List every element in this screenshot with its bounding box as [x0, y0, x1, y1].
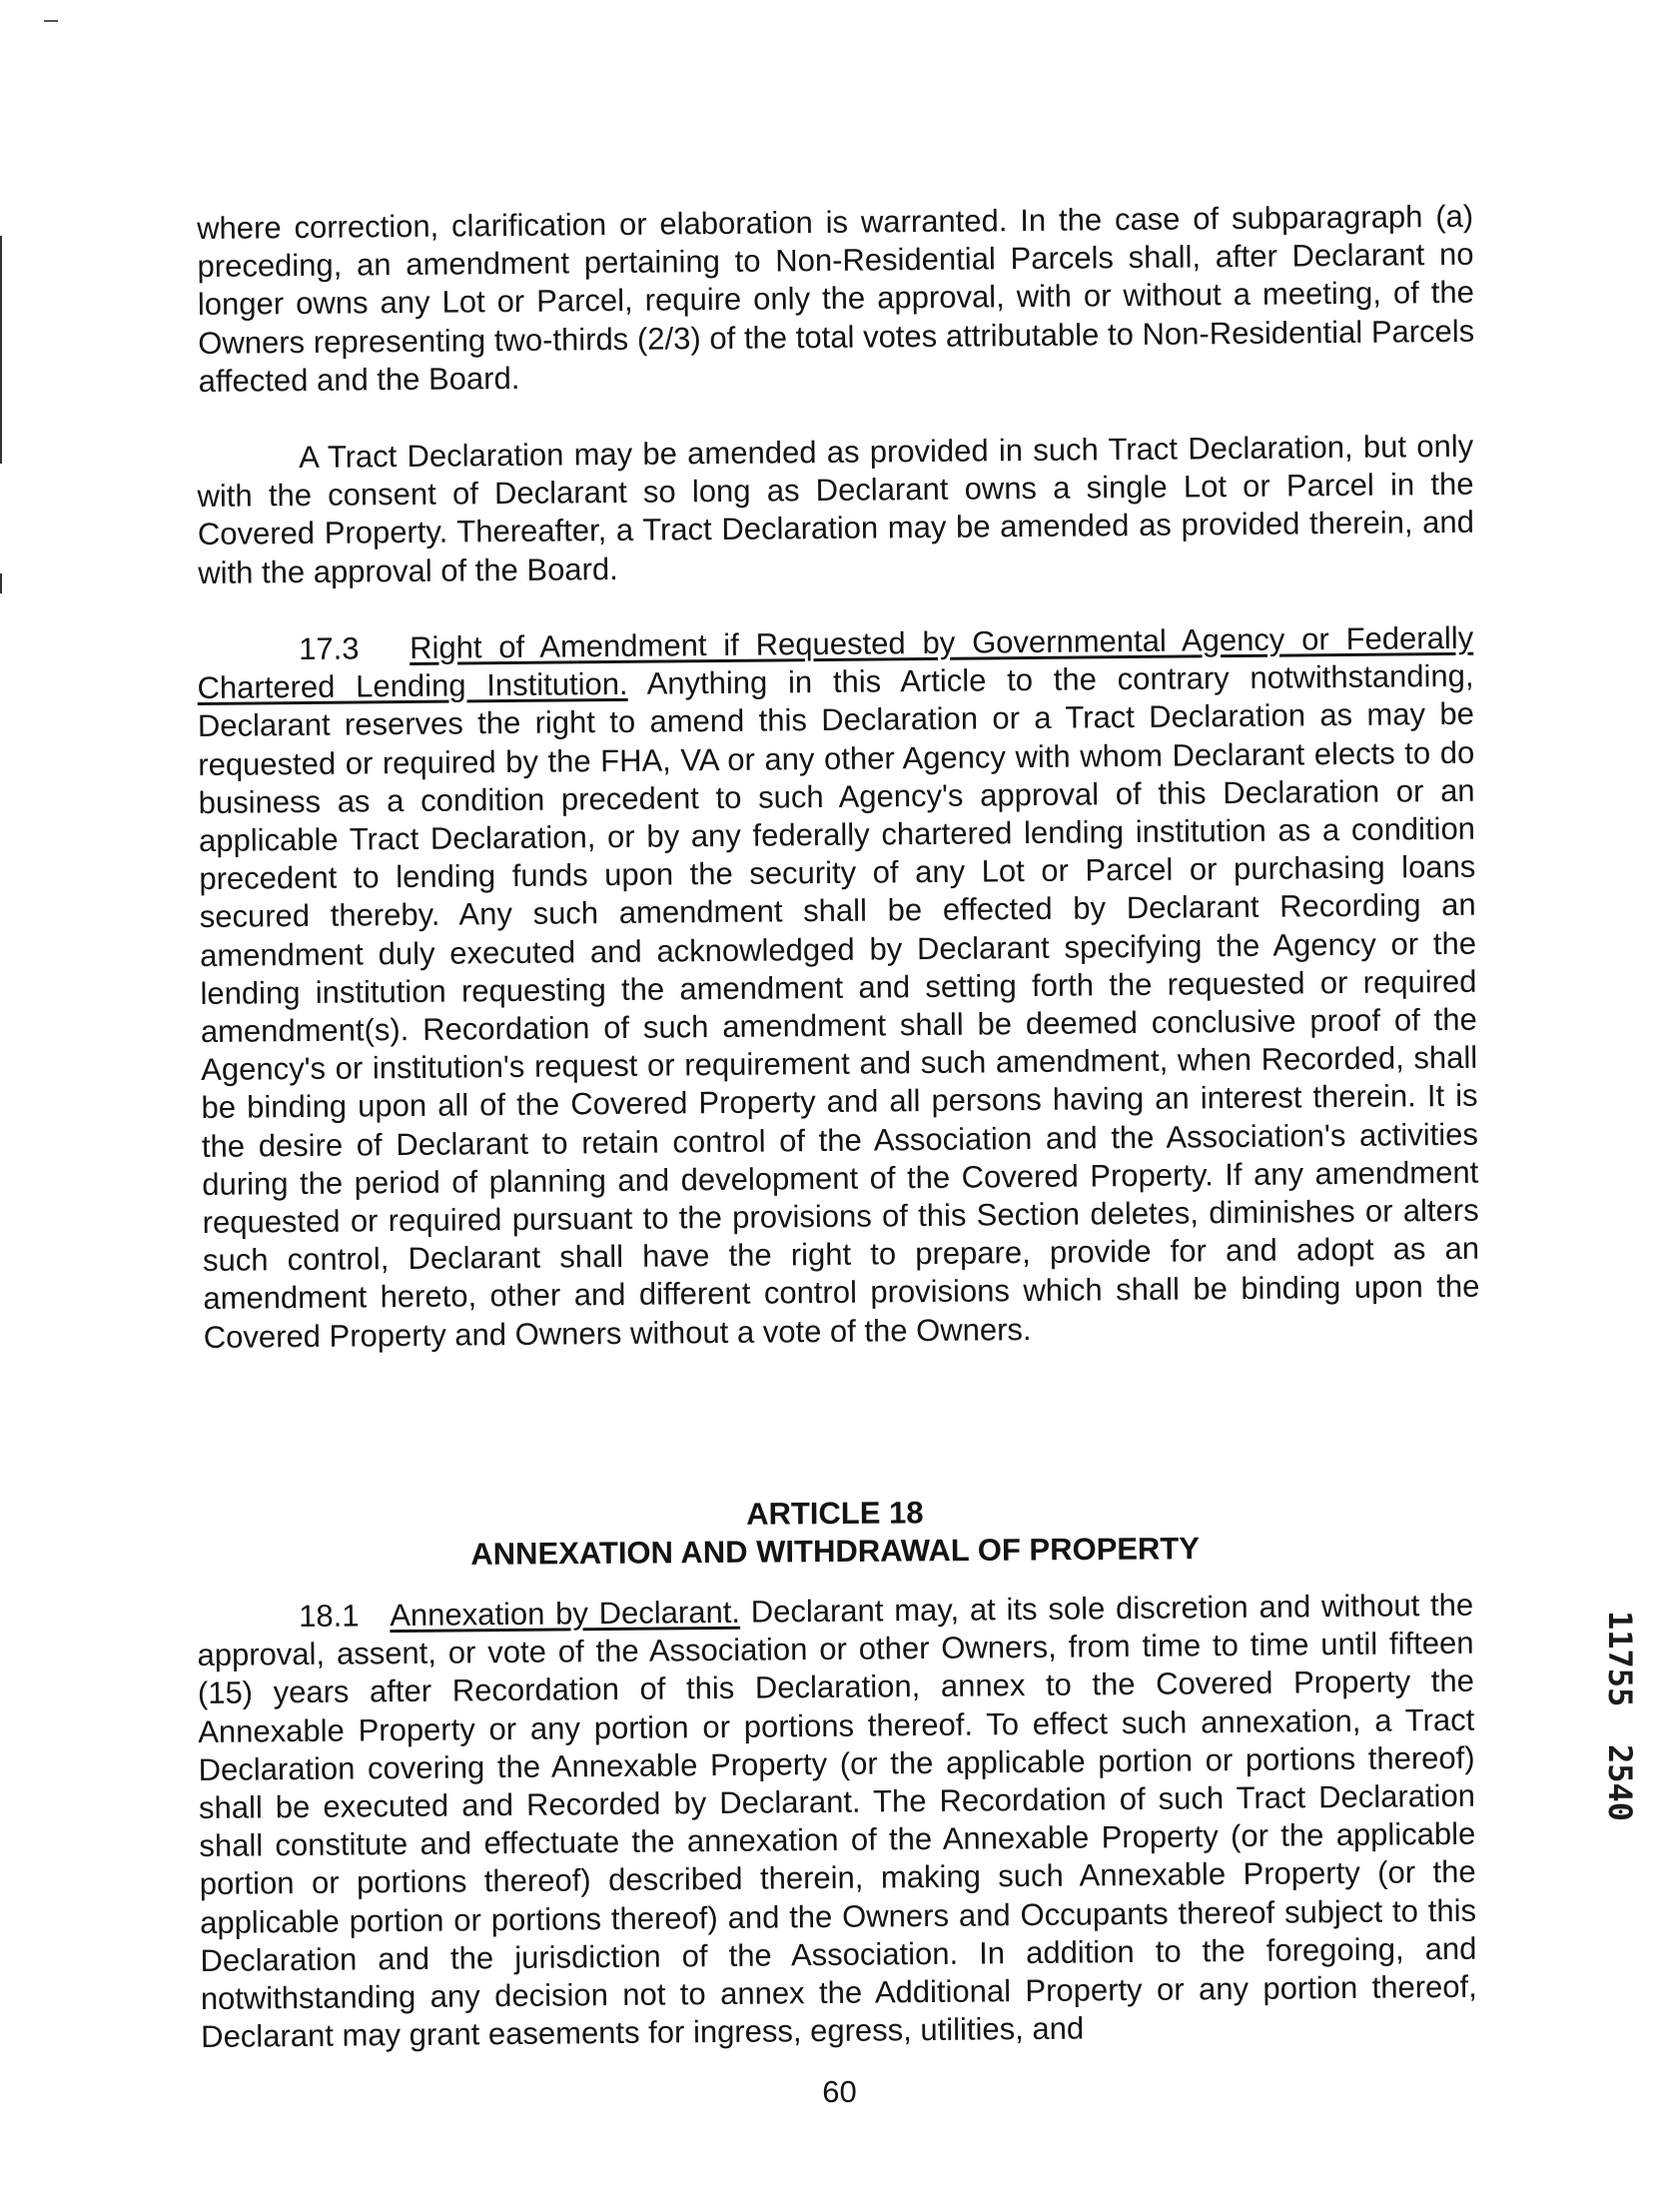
paragraph-continuation	[197, 198, 1475, 401]
margin-line	[0, 573, 2, 593]
section-17-3	[197, 619, 1480, 1357]
article-label: ARTICLE 18	[745, 1495, 924, 1532]
paragraph-tract-declaration	[197, 428, 1474, 592]
article-heading	[197, 1490, 1474, 1576]
article-title: ANNEXATION AND WITHDRAWAL OF PROPERTY	[470, 1531, 1201, 1572]
section-number: 17.3	[299, 630, 360, 667]
section-body: Declarant may, at its sole discretion and without the approval, assent, or vote of the Association or other Owners, from time to time until fifteen (15) years after Recordation of this Declaration, annex to the Covered Property the Annexable Property or any portion or portions thereof. To effect such annexation, a Tract Declaration covering the Annexable Property (or the applicable portion or portions thereof) shall be executed and Recorded by Declarant. The Recordation of such Tract Declaration shall constitute and effectuate the annexation of the Annexable Property (or the applicable portion or portions thereof) described therein, making such Annexable Property (or the applicable portion or portions thereof) and the Owners and Occupants thereof subject to this Declaration and the jurisdiction of the Association. In addition to the foregoing, and notwithstanding any decision not to annex the Additional Property or any portion thereof, Declarant may grant easements for ingress, egress, utilities, and	[197, 1587, 1477, 2055]
scan-mark	[44, 20, 58, 22]
section-number: 18.1	[299, 1598, 360, 1635]
section-title: Right of Amendment if Requested by Governmental Agency or Federally Chartered Lending Institution.	[197, 619, 1474, 706]
paragraph-text: A Tract Declaration may be amended as provided in such Tract Declaration, but only with the consent of Declarant so long as Declarant owns a single Lot or Parcel in the Covered Property. Thereafter, a Tract Declaration may be amended as provided therein, and with the approval of the Board.	[197, 428, 1475, 590]
section-18-1	[197, 1587, 1477, 2057]
stamp-number-part1: 11755	[1601, 1611, 1639, 1707]
section-body: Anything in this Article to the contrary notwithstanding, Declarant reserves the right to amend this Declaration or a Tract Declaration as may be requested or required by the FHA, VA or any other Agency with whom Declarant elects to do business as a condition precedent to such Agency's approval of this Declaration or an applicable Tract Declaration, or by any federally chartered lending institution as a condition precedent to lending funds upon the security of any Lot or Parcel or purchasing loans secured thereby. Any such amendment shall be effected by Declarant Recording an amendment duly executed and acknowledged by Declarant specifying the Agency or the lending institution requesting the amendment and setting forth the requested or required amendment(s). Recordation of such amendment shall be deemed conclusive proof of the Agency's or institution's request or requirement and such amendment, when Recorded, shall be binding upon all of the Covered Property and all persons having an interest therein. It is the desire of Declarant to retain control of the Association and the Association's activities during the period of planning and development of the Covered Property. If any amendment requested or required pursuant to the provisions of this Section deletes, diminishes or alters such control, Declarant shall have the right to prepare, provide for and adopt as an amendment hereto, other and different control provisions which shall be binding upon the Covered Property and Owners without a vote of the Owners.	[197, 657, 1480, 1355]
margin-line	[0, 236, 2, 464]
paragraph-text: where correction, clarification or elaboration is warranted. In the case of subparagraph (a) preceding, an amendment pertaining to Non-Residential Parcels shall, after Declarant no longer owns any Lot or Parcel, require only the approval, with or without a meeting, of the Owners representing two-thirds (2/3) of the total votes attributable to Non-Residential Parcels affected and the Board.	[197, 198, 1475, 399]
recording-stamp	[1601, 1574, 1639, 1822]
section-title: Annexation by Declarant.	[390, 1594, 741, 1634]
stamp-number-part2: 2540	[1601, 1744, 1639, 1822]
page-number: 60	[822, 2074, 857, 2109]
